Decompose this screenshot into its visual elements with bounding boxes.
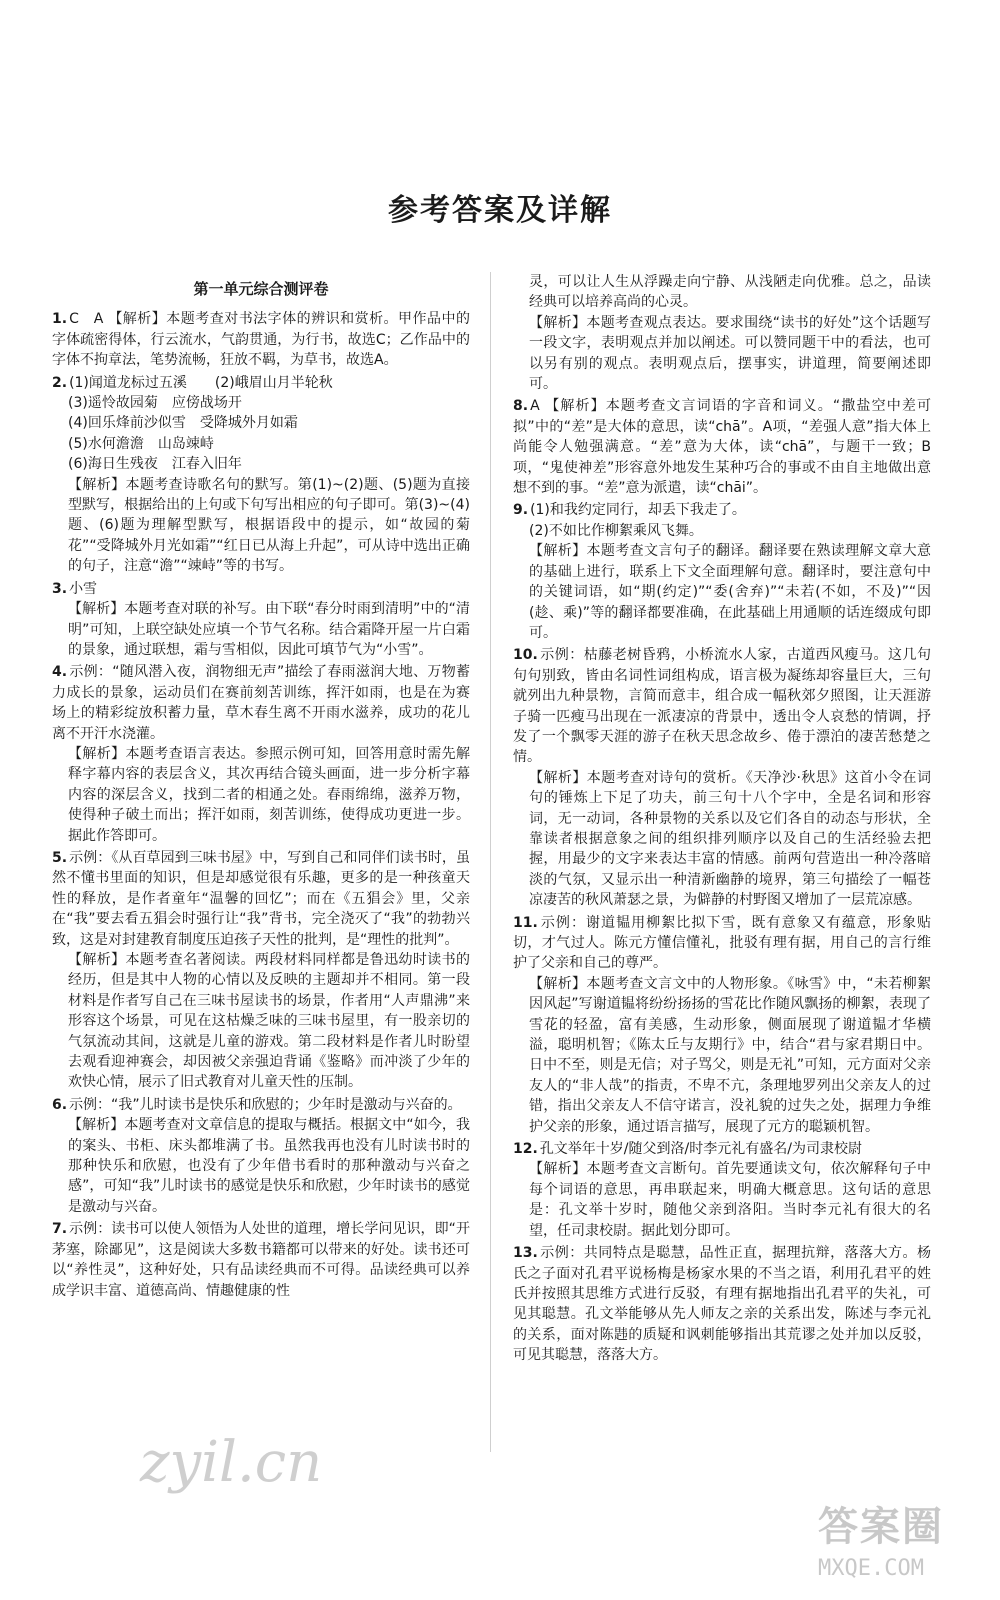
left-column bbox=[52, 275, 470, 1303]
question-1: 1. C A 【解析】本题考查对书法字体的辨识和赏析。甲作品中的字体疏密得体，行云流水，气韵贯通，为行书，故选C；乙作品中的字体不拘章法，笔势流畅，狂放不羁，为草书，故选A。 bbox=[52, 311, 470, 369]
site-logo bbox=[818, 1495, 978, 1595]
question-3: 3. 小雪 【解析】本题考查对联的补写。由下联“春分时雨到清明”中的“清明”可知，上联空缺处应填一个节气名称。结合霜降开屋一片白霜的景象，通过联想，霜与雪相似，因此可填节气为“小雪”。 bbox=[52, 580, 470, 658]
logo-url-text: MXQE.COM bbox=[818, 1556, 924, 1581]
question-9: 9. (1)和我约定同行，却丢下我走了。 (2)不如比作柳絮乘风飞舞。 【解析】本题考查文言句子的翻译。翻译要在熟读理解文章大意的基础上进行，联系上下文全面理解句意。翻译时，要注意句中的关键词语，如“期(约定)”“委(舍弃)”“未若(不如，不及)”“因(趁、乘)”等的翻译都要准确，在此基础上用通顺的话连缀成句即可。 bbox=[513, 502, 931, 641]
watermark-text: zyil.cn bbox=[140, 1430, 323, 1495]
question-13: 13. 示例：共同特点是聪慧，品性正直，据理抗辩，落落大方。杨氏之子面对孔君平说杨梅是杨家水果的不当之语，利用孔君平的姓氏并按照其思维方式进行反驳，有理有据地指出孔君平的失礼，可见其聪慧。孔文举能够从先人师友之亲的关系出发，陈述与李元礼的关系，面对陈韪的质疑和讽刺能够指出其荒谬之处并加以反驳，可见其聪慧，落落大方。 bbox=[513, 1245, 931, 1364]
question-6: 6. 示例：“我”儿时读书是快乐和欣慰的；少年时是激动与兴奋的。 【解析】本题考查对文章信息的提取与概括。根据文中“如今，我的案头、书柜、床头都堆满了书。虽然我再也没有儿时读书时的那种快乐和欣慰，也没有了少年借书看时的那种激动与兴奋之感”，可知“我”儿时读书的感觉是快乐和欣慰，少年时读书的感觉是激动与兴奋。 bbox=[52, 1096, 470, 1215]
column-divider bbox=[490, 272, 491, 1452]
question-7-continued: 灵，可以让人生从浮躁走向宁静、从浅陋走向优雅。总之，品读经典可以培养高尚的心灵。 【解析】本题考查观点表达。要求围绕“读书的好处”这个话题写一段文字，表明观点并加以阐述。可以赞同题干中的看法，也可以另有别的观点。表明观点后，摆事实，讲道理，简要阐述即可。 bbox=[529, 274, 931, 393]
question-8: 8. A 【解析】本题考查文言词语的字音和词义。“撒盐空中差可拟”中的“差”是大体的意思，读“chā”。A项，“差强人意”指大体上尚能令人勉强满意。“差”意为大体，读“chā”，与题干一致；B项，“鬼使神差”形容意外地发生某种巧合的事或不由自主地做出意想不到的事。“差”意为派遣，读“chāi”。 bbox=[513, 398, 931, 497]
question-10: 10. 示例：枯藤老树昏鸦，小桥流水人家，古道西风瘦马。这几句句句别致，皆由名词性词组构成，语言极为凝练却容量巨大，三句就列出九种景物，言简而意丰，组合成一幅秋郊夕照图，让天涯游子骑一匹瘦马出现在一派凄凉的背景中，透出令人哀愁的情调，抒发了一个飘零天涯的游子在秋天思念故乡、倦于漂泊的凄苦愁楚之情。 【解析】本题考查对诗句的赏析。《天净沙·秋思》这首小令在词句的锤炼上下足了功夫，前三句十八个字中，全是名词和形容词，无一动词，各种景物的关系以及它们各自的动态与形状，全靠读者根据意象之间的组织排列顺序以及自己的生活经验去把握，用最少的文字来表达丰富的情感。前两句营造出一种冷落暗淡的气氛，又显示出一种清新幽静的境界，第三句描绘了一幅苍凉凄苦的秋风萧瑟之景，为僻静的村野图又增加了一层荒凉感。 bbox=[513, 647, 931, 909]
question-5: 5. 示例：《从百草园到三味书屋》中，写到自己和同伴们读书时，虽然不懂书里面的知识，但是却感觉很有乐趣，更多的是一种孩童天性的释放，是作者童年“温馨的回忆”；而在《五猖会》里，父亲在“我”要去看五猖会时强行让“我”背书，完全浇灭了“我”的勃勃兴致，这是对封建教育制度压迫孩子天性的批判，是“理性的批判”。 【解析】本题考查名著阅读。两段材料同样都是鲁迅幼时读书的经历，但是其中人物的心情以及反映的主题却并不相同。第一段材料是作者写自己在三味书屋读书的场景，作者用“人声鼎沸”来形容这个场景，可见在这枯燥乏味的三味书屋里，有一股亲切的气氛流动其间，这就是儿童的游戏。第二段材料是作者儿时盼望去观看迎神赛会，却因被父亲强迫背诵《鉴略》而冲淡了少年的欢快心情，展示了旧式教育对儿童天性的压制。 bbox=[52, 849, 470, 1091]
question-4: 4. 示例：“随风潜入夜，润物细无声”描绘了春雨滋润大地、万物蓄力成长的景象，运动员们在赛前刻苦训练，挥汗如雨，也是在为赛场上的精彩绽放积蓄力量，草木春生离不开雨水滋养，成功的花儿离不开汗水浇灌。 【解析】本题考查语言表达。参照示例可知，回答用意时需先解释字幕内容的表层含义，其次再结合镜头画面，进一步分析字幕内容的深层含义，找到二者的相通之处。春雨绵绵，滋养万物，使得种子破土而出；挥汗如雨，刻苦训练，使得成功更进一步。据此作答即可。 bbox=[52, 664, 470, 844]
question-2: 2. (1)闻道龙标过五溪 (2)峨眉山月半轮秋 (3)遥怜故园菊 应傍战场开 (4)回乐烽前沙似雪 受降城外月如霜 (5)水何澹澹 山岛竦峙 (6)海日生残夜 江春入旧年 【解析】本题考查诗歌名句的默写。第(1)~(2)题、(5)题为直接型默写，根据给出的上句或下句写出相应的句子即可。第(3)~(4)题、(6)题为理解型默写，根据语段中的提示，如“故园的菊花”“受降城外月光如霜”“红日已从海上升起”，可从诗中选出正确的句子，注意“澹”“竦峙”等的书写。 bbox=[52, 374, 470, 575]
question-11: 11. 示例：谢道韫用柳絮比拟下雪，既有意象又有蕴意，形象贴切，才气过人。陈元方懂信懂礼，批驳有理有据，用自己的言行维护了父亲和自己的尊严。 【解析】本题考查文言文中的人物形象。《咏雪》中，“未若柳絮因风起”写谢道韫将纷纷扬扬的雪花比作随风飘扬的柳絮，表现了雪花的轻盈，富有美感，生动形象，侧面展现了谢道韫才华横溢，聪明机智；《陈太丘与友期行》中，结合“君与家君期日中。日中不至，则是无信；对子骂父，则是无礼”可知，元方面对父亲友人的“非人哉”的指责，不卑不亢，条理地罗列出父亲友人的过错，指出父亲友人不信守诺言，没礼貌的过失之处，据理力争维护父亲的形象，通过语言描写，展现了元方的聪颖机智。 bbox=[513, 914, 931, 1135]
page-title: 参考答案及详解 bbox=[388, 193, 612, 228]
question-12: 12. 孔文举年十岁/随父到洛/时李元礼有盛名/为司隶校尉 【解析】本题考查文言断句。首先要通读文句，依次解释句子中每个词语的意思，再串联起来，明确大概意思。这句话的意思是：孔文举十岁时，随他父亲到洛阳。当时李元礼有很大的名望，任司隶校尉。据此划分即可。 bbox=[513, 1141, 931, 1239]
section-title: 第一单元综合测评卷 bbox=[193, 280, 329, 298]
right-column bbox=[513, 272, 931, 1368]
logo-main-text: 答案圈 bbox=[818, 1504, 944, 1550]
question-7: 7. 示例：读书可以使人领悟为人处世的道理，增长学问见识，即“开茅塞，除鄙见”，这是阅读大多数书籍都可以带来的好处。读书还可以“养性灵”，这种好处，只有品读经典而不可得。品读经典可以养成学识丰富、道德高尚、情趣健康的性 bbox=[52, 1221, 470, 1299]
